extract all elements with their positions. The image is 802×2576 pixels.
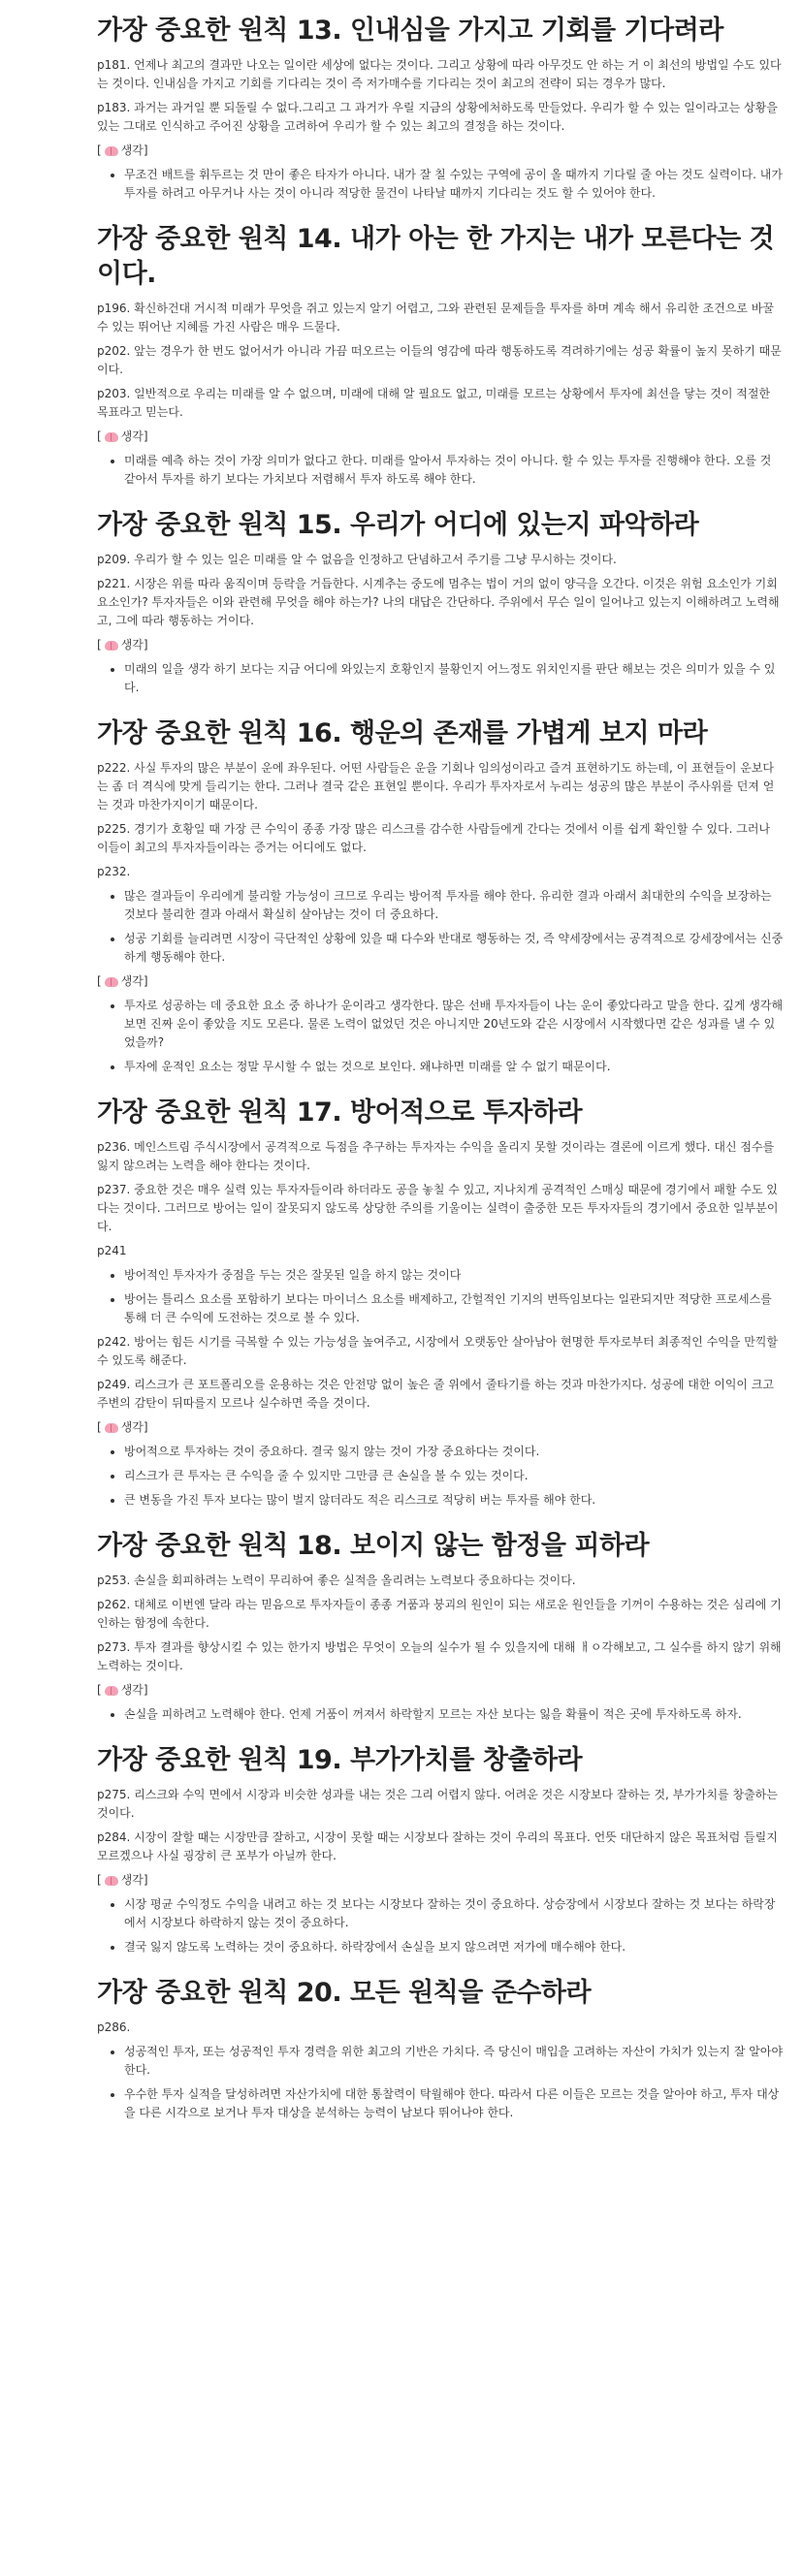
think-close: 생각] [120, 429, 148, 443]
section [97, 508, 785, 697]
bullet-item: • 방어적으로 투자하는 것이 중요하다. 결국 잃지 않는 것이 가장 중요하다는 것이다. [124, 1443, 785, 1461]
brain-icon [105, 1686, 118, 1696]
paragraph: p232. [97, 865, 131, 878]
think-open: [ [97, 1420, 102, 1434]
section-title: 가장 중요한 원칙 19. 부가가치를 창출하라 [97, 1745, 583, 1775]
think-marker [97, 1681, 148, 1700]
bullet-item: • 결국 잃지 않도록 노력하는 것이 중요하다. 하락장에서 손실을 보지 않으려면 저가에 매수해야 한다. [124, 1938, 785, 1956]
bullet-list [97, 452, 785, 489]
bullet-list [97, 660, 785, 697]
think-marker [97, 636, 148, 654]
think-close: 생각] [120, 1420, 148, 1434]
bullet-item: • 성공 기회를 늘리려면 시장이 극단적인 상황에 있을 때 다수와 반대로 행동하는 것, 즉 약세장에서는 공격적으로 강세장에서는 신중하게 행동해야 한다. [124, 930, 785, 967]
paragraph: p236. 메인스트림 주식시장에서 공격적으로 득점을 추구하는 투자자는 수익을 올리지 못할 것이라는 결론에 이르게 했다. 대신 점수를 잃지 않으려는 노력을 해야 한다는 것이다. [97, 1140, 775, 1172]
think-close: 생각] [120, 1683, 148, 1697]
paragraph: p284. 시장이 잘할 때는 시장만큼 잘하고, 시장이 못할 때는 시장보다 잘하는 것이 우리의 목표다. 언뜻 대단하지 않은 목표처럼 들릴지 모르겠으나 사실 굉장히 큰 포부가 아닐까 한다. [97, 1830, 778, 1862]
section-title: 가장 중요한 원칙 16. 행운의 존재를 가볍게 보지 마라 [97, 718, 708, 748]
think-label [97, 1871, 785, 1890]
think-close: 생각] [120, 974, 148, 988]
section-title: 가장 중요한 원칙 20. 모든 원칙을 준수하라 [97, 1978, 592, 2008]
paragraph: p221. 시장은 위를 따라 움직이며 등락을 거듭한다. 시계추는 중도에 멈추는 법이 거의 없이 양극을 오간다. 이것은 위험 요소인가 기회요소인가? 투자자들은 이와 관련해 무엇을 해야 하는가? 나의 대답은 간단하다. 주위에서 무슨 일이 일어나고 있는지 이해하려고 노력해고, 그에 따라 행동하는 거이다. [97, 577, 780, 627]
brain-icon [105, 977, 118, 987]
section-title: 가장 중요한 원칙 17. 방어적으로 투자하라 [97, 1097, 583, 1128]
think-close: 생각] [120, 143, 148, 157]
section [97, 1096, 785, 1510]
think-open: [ [97, 1873, 102, 1887]
think-marker [97, 428, 148, 446]
bullet-list [97, 1266, 785, 1327]
bullet-item: • 리스크가 큰 투자는 큰 수익을 줄 수 있지만 그만큼 큰 손실을 볼 수 있는 것이다. [124, 1467, 785, 1485]
brain-icon [105, 1423, 118, 1433]
think-marker [97, 972, 148, 991]
paragraph: p253. 손실을 회피하려는 노력이 무리하여 좋은 실적을 올리려는 노력보다 중요하다는 것이다. [97, 1574, 576, 1587]
paragraph: p275. 리스크와 수익 면에서 시장과 비슷한 성과를 내는 것은 그리 어렵지 않다. 어려운 것은 시장보다 잘하는 것, 부가가치를 창출하는 것이다. [97, 1788, 778, 1820]
paragraph: p262. 대체로 이번엔 달라 라는 믿음으로 투자자들이 종종 거품과 붕괴의 원인이 되는 새로운 원인들을 기꺼이 수용하는 것은 심리에 기인하는 함정에 속한다. [97, 1598, 782, 1630]
think-open: [ [97, 429, 102, 443]
bullet-list [97, 1895, 785, 1956]
think-marker [97, 1418, 148, 1437]
section-title: 가장 중요한 원칙 13. 인내심을 가지고 기회를 기다려라 [97, 16, 723, 46]
bullet-item: • 시장 평균 수익정도 수익을 내려고 하는 것 보다는 시장보다 잘하는 것이 중요하다. 상승장에서 시장보다 잘하는 것 보다는 하락장에서 시장보다 하락하지 않는 것이 중요하다. [124, 1895, 785, 1932]
section [97, 222, 785, 489]
paragraph: p203. 일반적으로 우리는 미래를 알 수 없으며, 미래에 대해 알 필요도 없고, 미래를 모르는 상황에서 투자에 최선을 닿는 것이 적절한 목표라고 믿는다. [97, 387, 771, 419]
bullet-list [97, 166, 785, 203]
think-open: [ [97, 638, 102, 652]
section [97, 1529, 785, 1724]
bullet-item: • 미래의 일을 생각 하기 보다는 지금 어디에 와있는지 호황인지 불황인지 어느정도 위치인지를 판단 해보는 것은 의미가 있을 수 있다. [124, 660, 785, 697]
think-open: [ [97, 1683, 102, 1697]
section-title: 가장 중요한 원칙 14. 내가 아는 한 가지는 내가 모른다는 것이다. [97, 224, 775, 289]
paragraph: p209. 우리가 할 수 있는 일은 미래를 알 수 없음을 인정하고 단념하고서 주기를 그냥 무시하는 것이다. [97, 553, 617, 566]
think-close: 생각] [120, 1873, 148, 1887]
think-label [97, 142, 785, 160]
section [97, 1743, 785, 1956]
bullet-item: • 미래를 예측 하는 것이 가장 의미가 없다고 한다. 미래를 알아서 투자하는 것이 아니다. 할 수 있는 투자를 진행해야 한다. 오를 것 같아서 투자를 하기 보다는 가치보다 저렴해서 투자 하도록 해야 한다. [124, 452, 785, 489]
bullet-list [97, 1443, 785, 1510]
paragraph: p241 [97, 1244, 127, 1257]
think-open: [ [97, 974, 102, 988]
bullet-item: • 방어는 틀리스 요소를 포함하기 보다는 마이너스 요소를 배제하고, 간헐적인 기지의 번뜩임보다는 일관되지만 적당한 프로세스를 통해 더 큰 수익에 도전하는 것으로 볼 수 있다. [124, 1290, 785, 1327]
paragraph: p181. 언제나 최고의 결과만 나오는 일이란 세상에 없다는 것이다. 그리고 상황에 따라 아무것도 안 하는 거 이 최선의 방법일 수도 있다는 것이다. 인내심을 가지고 기회를 기다리는 것이 즉 저가매수를 기다리는 것이 최고의 전략이 되는 경우가 많다. [97, 58, 782, 90]
bullet-list [97, 887, 785, 967]
section-title: 가장 중요한 원칙 18. 보이지 않는 함정을 피하라 [97, 1531, 650, 1561]
paragraph: p249. 리스크가 큰 포트폴리오를 운용하는 것은 안전망 없이 높은 줄 위에서 줄타기를 하는 것과 마찬가지다. 성공에 대한 이익이 크고 주변의 감탄이 뒤따를지 모르나 실수하면 죽을 것이다. [97, 1378, 775, 1410]
think-marker [97, 142, 148, 160]
brain-icon [105, 641, 118, 651]
bullet-item: • 투자에 운적인 요소는 정말 무시할 수 없는 것으로 보인다. 왜냐하면 미래를 알 수 없기 때문이다. [124, 1058, 785, 1076]
think-label [97, 428, 785, 446]
paragraph: p237. 중요한 것은 매우 실력 있는 투자자들이라 하더라도 공을 놓칠 수 있고, 지나치게 공격적인 스매싱 때문에 경기에서 패할 수도 있다는 것이다. 그러므로 방어는 일이 잘못되지 않도록 상당한 주의를 기울이는 실력이 출중한 모든 투자자들의 경기에서 중요한 일부분이다. [97, 1183, 779, 1233]
bullet-item: • 우수한 투자 실적을 달성하려면 자산가치에 대한 통찰력이 탁월해야 한다. 따라서 다른 이들은 모르는 것을 알아야 하고, 투자 대상을 다른 시각으로 보거나 투자 대상을 분석하는 능력이 남보다 뛰어나야 한다. [124, 2085, 785, 2122]
paragraph: p242. 방어는 힘든 시기를 극복할 수 있는 가능성을 높여주고, 시장에서 오랫동안 살아남아 현명한 투자로부터 최종적인 수익을 만끽할 수 있도록 해준다. [97, 1335, 778, 1367]
think-label [97, 1418, 785, 1437]
section [97, 14, 785, 203]
bullet-item: • 무조건 배트를 휘두르는 것 만이 좋은 타자가 아니다. 내가 잘 칠 수있는 구역에 공이 올 때까지 기다릴 줄 아는 것도 실력이다. 내가 투자를 하려고 아무거나 사는 것이 아니라 적당한 물건이 나타날 때까지 기다리는 것도 할 수 있어야 한다. [124, 166, 785, 203]
bullet-item: • 투자로 성공하는 데 중요한 요소 중 하나가 운이라고 생각한다. 많은 선배 투자자들이 나는 운이 좋았다라고 말을 한다. 깊게 생각해보면 진짜 운이 좋았을 지도 모른다. 물론 노력이 없었던 것은 아니지만 20년도와 같은 시장에서 시작했다면 같은 성과를 낼 수 있었을까? [124, 997, 785, 1052]
brain-icon [105, 432, 118, 442]
think-label [97, 972, 785, 991]
think-open: [ [97, 143, 102, 157]
section [97, 1976, 785, 2122]
brain-icon [105, 146, 118, 156]
paragraph: p286. [97, 2020, 131, 2034]
bullet-list [97, 997, 785, 1076]
bullet-item: • 성공적인 투자, 또는 성공적인 투자 경력을 위한 최고의 기반은 가치다. 즉 당신이 매입을 고려하는 자산이 가치가 있는지 잘 알아야 한다. [124, 2043, 785, 2080]
paragraph: p202. 앞는 경우가 한 번도 없어서가 아니라 가끔 떠오르는 이들의 영감에 따라 행동하도록 격려하기에는 성공 확률이 높지 못하기 때문이다. [97, 344, 782, 376]
think-marker [97, 1871, 148, 1890]
brain-icon [105, 1876, 118, 1886]
bullet-item: • 방어적인 투자자가 중점을 두는 것은 잘못된 일을 하지 않는 것이다 [124, 1266, 785, 1285]
paragraph: p183. 과거는 과거일 뿐 되돌릴 수 없다.그리고 그 과거가 우릴 지금의 상황에처하도록 만들었다. 우리가 할 수 있는 일이라고는 상황을 있는 그대로 인식하고 주어진 상황을 고려하여 우리가 할 수 있는 최고의 결정을 하는 것이다. [97, 101, 778, 133]
bullet-item: • 많은 결과들이 우리에게 불리할 가능성이 크므로 우리는 방어적 투자를 해야 한다. 유리한 결과 아래서 최대한의 수익을 보장하는 것보다 불리한 결과 아래서 확실히 살아남는 것이 더 중요하다. [124, 887, 785, 924]
bullet-item: • 손실을 피하려고 노력해야 한다. 언제 거품이 꺼져서 하락할지 모르는 자산 보다는 잃을 확률이 적은 곳에 투자하도록 하자. [124, 1705, 785, 1724]
bullet-item: • 큰 변동을 가진 투자 보다는 많이 벌지 않더라도 적은 리스크로 적당히 버는 투자를 해야 한다. [124, 1491, 785, 1510]
think-close: 생각] [120, 638, 148, 652]
paragraph: p225. 경기가 호황일 때 가장 큰 수익이 종종 가장 많은 리스크를 감수한 사람들에게 간다는 것에서 이를 쉽게 확인할 수 있다. 그러나 이들이 최고의 투자자들이라는 증거는 어디에도 없다. [97, 822, 771, 854]
bullet-list [97, 2043, 785, 2122]
think-label [97, 1681, 785, 1700]
section-title: 가장 중요한 원칙 15. 우리가 어디에 있는지 파악하라 [97, 510, 699, 540]
paragraph: p196. 확신하건대 거시적 미래가 무엇을 쥐고 있는지 알기 어렵고, 그와 관련된 문제들을 투자를 하며 계속 해서 유리한 조건으로 바꿀 수 있는 뛰어난 지혜를 가진 사람은 매우 드물다. [97, 302, 775, 334]
paragraph: p222. 사실 투자의 많은 부분이 운에 좌우된다. 어떤 사람들은 운을 기회나 임의성이라고 즐겨 표현하기도 하는데, 이 표현들이 운보다는 좀 더 격식에 맞게 들리기는 한다. 그러나 결국 같은 표현일 뿐이다. 우리가 투자자로서 누리는 성공의 많은 부분이 주사위를 던져 얻는 것과 마찬가지이기 때문이다. [97, 761, 775, 811]
think-label [97, 636, 785, 654]
section [97, 716, 785, 1076]
paragraph: p273. 투자 결과를 향상시킬 수 있는 한가지 방법은 무엇이 오늘의 실수가 될 수 있을지에 대해 ㅐㅇ각해보고, 그 실수를 하지 않기 위해 노력하는 것이다. [97, 1640, 782, 1672]
bullet-list [97, 1705, 785, 1724]
